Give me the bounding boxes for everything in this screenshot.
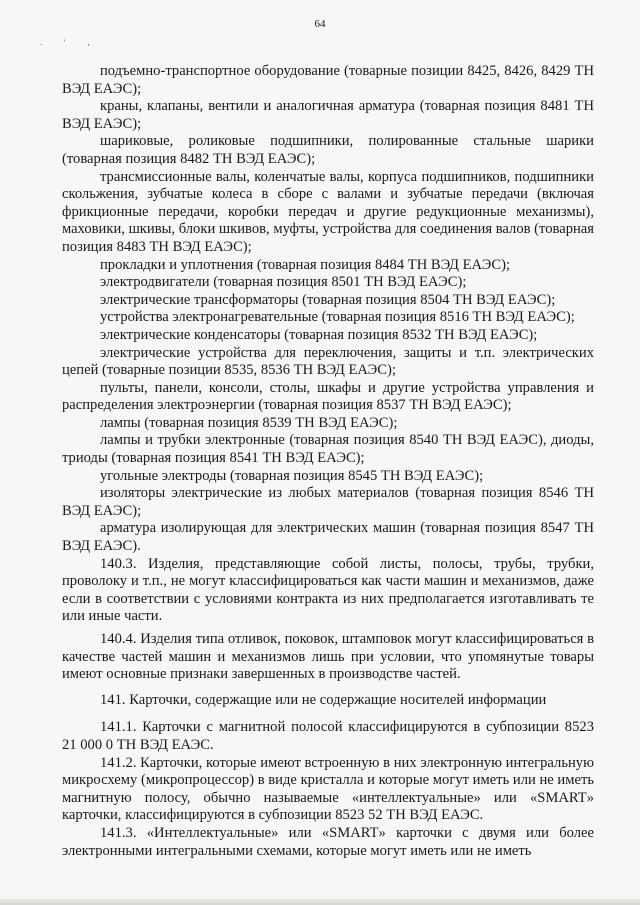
list-item-transformers: электрические трансформаторы (товарная позиция 8504 ТН ВЭД ЕАЭС); [100, 291, 556, 308]
document-body [62, 63, 594, 860]
list-item-gaskets: прокладки и уплотнения (товарная позиция 8484 ТН ВЭД ЕАЭС); [100, 256, 511, 273]
section-heading-141: 141. Карточки, содержащие или не содержащие носителей информации [100, 691, 547, 708]
list-item-heaters: устройства электронагревательные (товарная позиция 8516 ТН ВЭД ЕАЭС); [100, 309, 575, 326]
list-item-carbon-electrodes: угольные электроды (товарная позиция 8545 ТН ВЭД ЕАЭС); [100, 467, 484, 484]
paragraph-140-3: 140.3. Изделия, представляющие собой листы, полосы, трубы, трубки, проволоку и т.п., не могут классифицироваться как части машин и механизмов, даже если в соответствии с условиями контракта из них предполагается изготавливать те или иные части. [62, 555, 594, 625]
paragraph-141-2: 141.2. Карточки, которые имеют встроенную в них электронную интегральную микросхему (микропроцессор) в виде кристалла и которые могут иметь или не иметь магнитную полосу, обычно называемые «интеллектуальные» или «SMART» карточки, классифицируются в субпозиции 8523 52 ТН ВЭД ЕАЭС. [62, 754, 594, 824]
paragraph-141-1: 141.1. Карточки с магнитной полосой классифицируются в субпозиции 8523 21 000 0 ТН ВЭД ЕАЭС. [62, 719, 594, 753]
list-item-control-panels: пульты, панели, консоли, столы, шкафы и другие устройства управления и распределения электроэнергии (товарная позиция 8537 ТН ВЭД ЕАЭС); [62, 379, 594, 414]
list-item-capacitors: электрические конденсаторы (товарная позиция 8532 ТН ВЭД ЕАЭС); [100, 326, 538, 343]
page-number: 64 [314, 18, 326, 30]
list-item-transmission-shafts: трансмиссионные валы, коленчатые валы, корпуса подшипников, подшипники скольжения, зубчатые колеса в сборе с валами и зубчатые передачи (включая фрикционные передачи, коробки передач и другие редукционные механизмы), маховики, шкивы, блоки шкивов, муфты, устройства для соединения валов (товарная позиция 8483 ТН ВЭД ЕАЭС); [62, 168, 594, 255]
page-bottom-edge [0, 899, 640, 905]
list-item-valves: краны, клапаны, вентили и аналогичная арматура (товарная позиция 8481 ТН ВЭД ЕАЭС); [62, 98, 594, 132]
list-item-electronic-tubes: лампы и трубки электронные (товарная позиция 8540 ТН ВЭД ЕАЭС), диоды, триоды (товарная позиция 8541 ТН ВЭД ЕАЭС); [62, 432, 594, 467]
paragraph-141-3: 141.3. «Интеллектуальные» или «SMART» карточки с двумя или более электронными интегральными схемами, которые могут иметь или не иметь [62, 824, 594, 859]
scan-specks: . ' , [40, 38, 100, 47]
list-item-lamps: лампы (товарная позиция 8539 ТН ВЭД ЕАЭС); [100, 414, 398, 431]
list-item-lifting-equipment: подъемно-транспортное оборудование (товарные позиции 8425, 8426, 8429 ТН ВЭД ЕАЭС); [62, 63, 594, 97]
list-item-switching-devices: электрические устройства для переключения, защиты и т.п. электрических цепей (товарные позиции 8535, 8536 ТН ВЭД ЕАЭС); [62, 344, 594, 379]
list-item-bearings: шариковые, роликовые подшипники, полированные стальные шарики (товарная позиция 8482 ТН ВЭД ЕАЭС); [62, 133, 594, 167]
list-item-insulating-fittings: арматура изолирующая для электрических машин (товарная позиция 8547 ТН ВЭД ЕАЭС). [62, 520, 594, 555]
list-item-insulators: изоляторы электрические из любых материалов (товарная позиция 8546 ТН ВЭД ЕАЭС); [62, 485, 594, 519]
list-item-electric-motors: электродвигатели (товарная позиция 8501 ТН ВЭД ЕАЭС); [100, 274, 467, 291]
paragraph-140-4: 140.4. Изделия типа отливок, поковок, штамповок могут классифицироваться в качестве частей машин и механизмов лишь при условии, что упомянутые товары имеют основные признаки завершенных в производстве частей. [62, 631, 594, 683]
